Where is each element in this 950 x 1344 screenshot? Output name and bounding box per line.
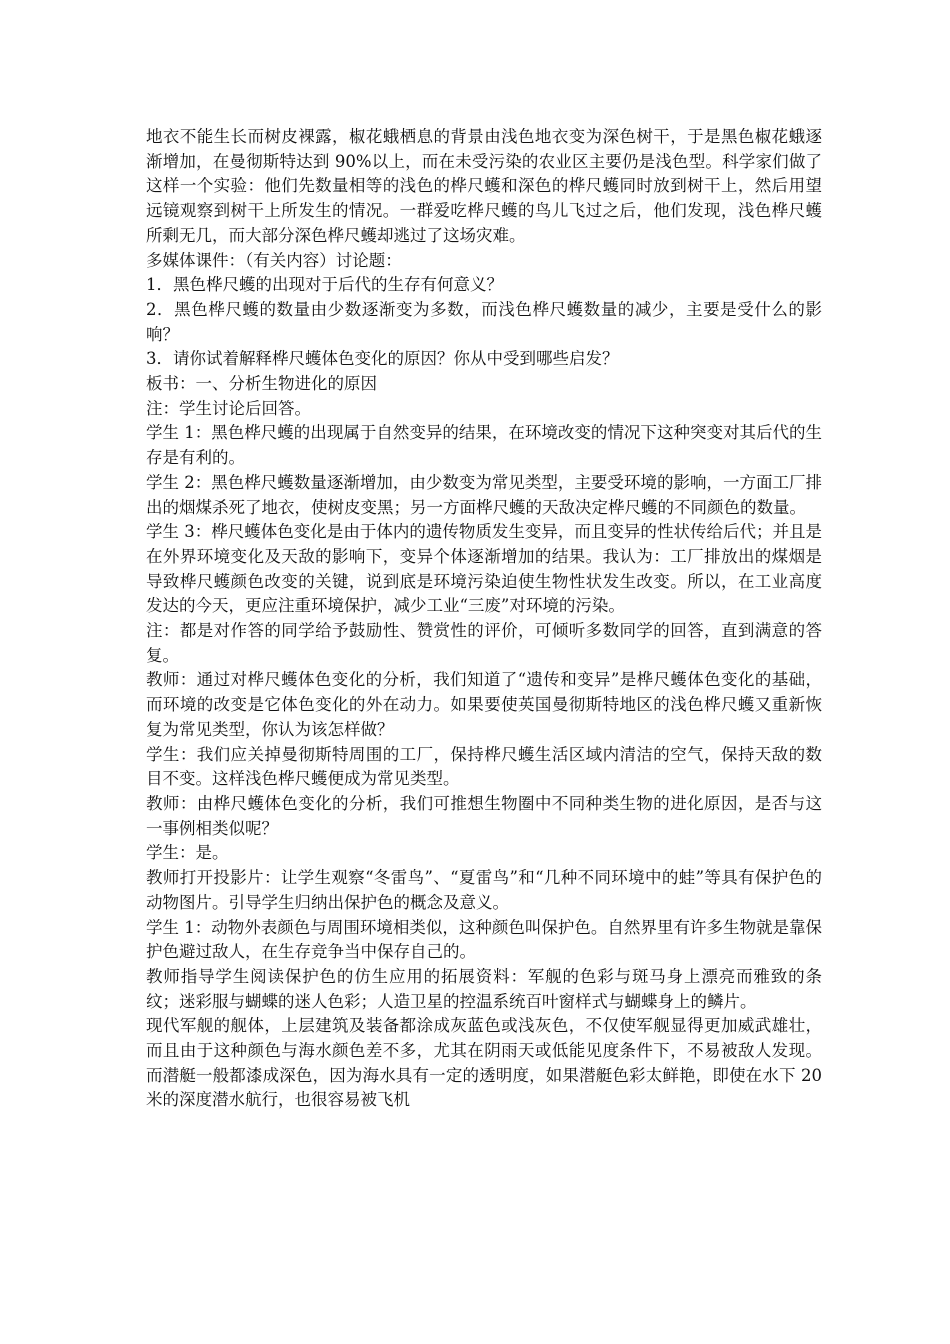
paragraph-student-yes: 学生：是。 — [146, 843, 229, 863]
paragraph-warship-camouflage: 现代军舰的舰体，上层建筑及装备都涂成灰蓝色或浅灰色，不仅使军舰显得更加威武雄壮，而且由于这种颜色与海水颜色差不多，尤其在阴雨天或低能见度条件下，不易被敌人发现。而潜艇一般都漆成深色，因为海水具有一定的透明度，如果潜艇色彩太鲜艳，即使在水下 20 米的深度潜水航行，也很容易被飞机 — [146, 1016, 822, 1110]
paragraph-teacher-reading: 教师指导学生阅读保护色的仿生应用的拓展资料：军舰的色彩与斑马身上漂亮而雅致的条纹；迷彩服与蝴蝶的迷人色彩；人造卫星的控温系统百叶窗样式与蝴蝶身上的鳞片。 — [146, 966, 822, 1011]
paragraph-note-evaluation: 注：都是对作答的同学给予鼓励性、赞赏性的评价，可倾听多数同学的回答，直到满意的答复。 — [146, 621, 822, 665]
paragraph-student-1: 学生 1：黑色桦尺蠖的出现属于自然变异的结果，在环境改变的情况下这种突变对其后代的生存是有利的。 — [146, 423, 822, 468]
document-page — [146, 125, 822, 1113]
paragraph-student-3: 学生 3：桦尺蠖体色变化是由于体内的遗传物质发生变异，而且变异的性状传给后代；并且是在外界环境变化及天敌的影响下，变异个体逐渐增加的结果。我认为：工厂排放出的煤烟是导致桦尺蠖颜色改变的关键，说到底是环境污染迫使生物性状发生改变。所以，在工业高度发达的今天，更应注重环境保护，减少工业“三废”对环境的污染。 — [146, 522, 822, 616]
paragraph-teacher-projection: 教师打开投影片：让学生观察“冬雷鸟”、“夏雷鸟”和“几种不同环境中的蛙”等具有保护色的动物图片。引导学生归纳出保护色的概念及意义。 — [146, 868, 822, 912]
paragraph-student-answer: 学生：我们应关掉曼彻斯特周围的工厂，保持桦尺蠖生活区域内清洁的空气，保持天敌的数目不变。这样浅色桦尺蠖便成为常见类型。 — [146, 744, 822, 789]
paragraph-student-2: 学生 2：黑色桦尺蠖数量逐渐增加，由少数变为常见类型，主要受环境的影响，一方面工厂排出的烟煤杀死了地衣，使树皮变黑；另一方面桦尺蠖的天敌决定桦尺蠖的不同颜色的数量。 — [146, 472, 822, 517]
paragraph-note-discussion: 注：学生讨论后回答。 — [146, 398, 311, 418]
paragraph-question-3: 3．请你试着解释桦尺蠖体色变化的原因？你从中受到哪些启发？ — [146, 349, 619, 369]
paragraph-multimedia-discussion: 多媒体课件：（有关内容）讨论题： — [146, 250, 402, 270]
paragraph-question-2: 2．黑色桦尺蠖的数量由少数逐渐变为多数，而浅色桦尺蠖数量的减少，主要是受什么的影响？ — [146, 299, 822, 344]
paragraph-student-protective-color: 学生 1：动物外表颜色与周围环境相类似，这种颜色叫保护色。自然界里有许多生物就是靠保护色避过敌人，在生存竞争当中保存自己的。 — [146, 917, 822, 962]
paragraph-teacher-inference: 教师：由桦尺蠖体色变化的分析，我们可推想生物圈中不同种类生物的进化原因，是否与这一事例相类似呢？ — [146, 793, 822, 838]
paragraph-teacher-question: 教师：通过对桦尺蠖体色变化的分析，我们知道了“遗传和变异”是桦尺蠖体色变化的基础，而环境的改变是它体色变化的外在动力。如果要使英国曼彻斯特地区的浅色桦尺蠖又重新恢复为常见类型，你认为该怎样做？ — [146, 670, 822, 739]
paragraph-blackboard-heading: 板书：一、分析生物进化的原因 — [146, 374, 377, 394]
paragraph-question-1: 1．黑色桦尺蠖的出现对于后代的生存有何意义？ — [146, 275, 503, 295]
paragraph-peppered-moth-experiment: 地衣不能生长而树皮裸露，椒花蛾栖息的背景由浅色地衣变为深色树干，于是黑色椒花蛾逐渐增加，在曼彻斯特达到 90%以上，而在未受污染的农业区主要仍是浅色型。科学家们做了这样一个实验：他们先数量相等的浅色的桦尺蠖和深色的桦尺蠖同时放到树干上，然后用望远镜观察到树干上所发生的情况。一群爱吃桦尺蠖的鸟儿飞过之后，他们发现，浅色桦尺蠖所剩无几，而大部分深色桦尺蠖却逃过了这场灾难。 — [146, 127, 822, 245]
